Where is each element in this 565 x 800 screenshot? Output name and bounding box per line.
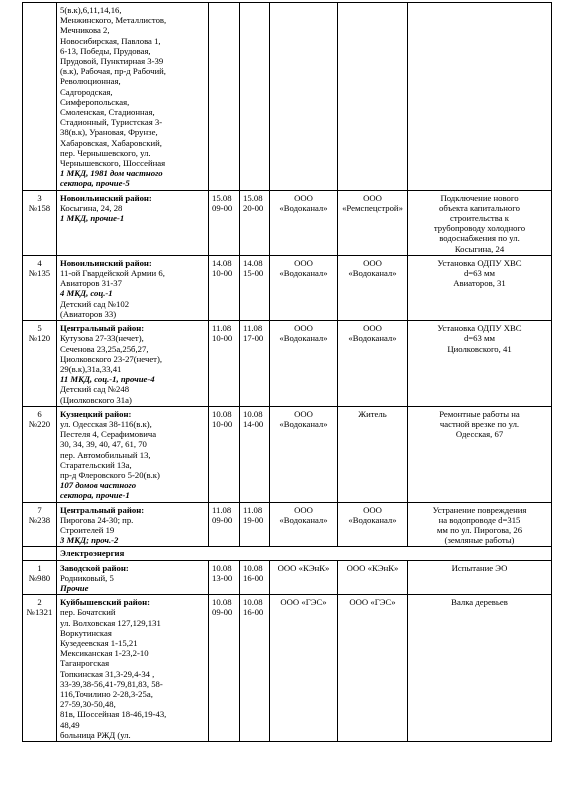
org-line: «Водоканал» xyxy=(348,333,397,344)
row-number-cell xyxy=(23,502,57,547)
section-row xyxy=(23,547,552,560)
org1-cell xyxy=(270,190,338,255)
org-line: ООО xyxy=(294,504,313,515)
start-cell xyxy=(209,560,240,595)
org-line: ООО xyxy=(363,257,382,268)
address-cell xyxy=(57,321,209,407)
work-line: Циолковского, 41 xyxy=(447,343,512,354)
address-line: 5(в.к),6,11,14,16, xyxy=(60,5,122,15)
end-cell xyxy=(240,502,270,547)
end-cell xyxy=(240,406,270,502)
org1-cell xyxy=(270,321,338,407)
section-title-cell xyxy=(57,547,552,560)
address-line: (в.к), Рабочая, пр-д Рабочий, xyxy=(60,66,166,77)
start-cell xyxy=(209,255,240,320)
start-time: 13-00 xyxy=(212,572,233,583)
section-blank-cell xyxy=(23,547,57,560)
org-line: ООО xyxy=(363,323,382,334)
address-line: Хабаровская, Хабаровский, xyxy=(60,137,162,148)
address-line: Старательский 13а, xyxy=(60,459,132,470)
start-date: 14.08 xyxy=(212,257,232,268)
address-cell xyxy=(57,3,209,191)
org-line: ООО xyxy=(294,192,313,203)
row-number-cell xyxy=(23,190,57,255)
address-line: Революционная, xyxy=(60,76,121,87)
request-number: №120 xyxy=(28,333,51,344)
end-cell xyxy=(240,321,270,407)
start-date: 10.08 xyxy=(212,408,232,419)
start-time: 09-00 xyxy=(212,202,233,213)
org-line: «Водоканал» xyxy=(279,333,328,344)
end-date: 10.08 xyxy=(243,408,263,419)
work-line: Установка ОДПУ ХВС xyxy=(437,323,522,334)
address-line: Кутузова 27-33(нечет), xyxy=(60,333,144,344)
row-number-cell xyxy=(23,3,57,191)
work-line: Установка ОДПУ ХВС xyxy=(437,257,522,268)
org1-cell xyxy=(270,255,338,320)
address-line: 38(в.к), Урановая, Фрунзе, xyxy=(60,127,158,138)
request-number: №135 xyxy=(28,268,51,279)
table-row xyxy=(23,255,552,320)
summary-line: 1 МКД, 1981 дом частного xyxy=(60,168,163,179)
table-row xyxy=(23,502,552,547)
address-line: Строителей 19 xyxy=(60,524,115,535)
address-line: Прудовой, Пунктирная 3-39 xyxy=(60,56,164,67)
org-line: «Водоканал» xyxy=(279,418,328,429)
org2-cell xyxy=(338,502,408,547)
work-cell xyxy=(408,3,552,191)
address-line: Мексиканская 1-23,2-10 xyxy=(60,648,149,659)
extra-line: Детский сад №248 xyxy=(60,384,130,395)
address-line: 33-39,38-56,41-79,81,83, 58- xyxy=(60,678,163,689)
org1-cell xyxy=(270,3,338,191)
work-line: трубопроводу холодного xyxy=(433,223,526,234)
address-cell xyxy=(57,406,209,502)
start-date: 10.08 xyxy=(212,597,232,608)
table-row xyxy=(23,406,552,502)
address-line: Сеченова 23,25а,25б,27, xyxy=(60,343,149,354)
start-time: 10-00 xyxy=(212,268,233,279)
address-line: Смоленская, Стадионная, xyxy=(60,107,155,118)
end-date: 14.08 xyxy=(243,257,263,268)
end-cell xyxy=(240,560,270,595)
address-line: 29(в.к),31а,33,41 xyxy=(60,363,122,374)
work-cell xyxy=(408,595,552,742)
district-name: Куйбышевский район: xyxy=(60,597,151,608)
address-line: Менжинского, Металлистов, xyxy=(60,15,167,26)
work-cell xyxy=(408,190,552,255)
start-cell xyxy=(209,406,240,502)
address-line: пер. Бочатский xyxy=(60,607,116,618)
summary-line: 107 домов частного xyxy=(60,480,137,491)
work-line: Устранение повреждения xyxy=(432,504,527,515)
work-line: на водопроводе d=315 xyxy=(438,514,521,525)
org2-cell xyxy=(338,595,408,742)
work-line: мм по ул. Пирогова, 26 xyxy=(436,524,523,535)
org-line: ООО xyxy=(363,504,382,515)
address-line: 81в, Шоссейная 18-46,19-43, xyxy=(60,709,167,720)
end-time: 19-00 xyxy=(243,514,264,525)
org1-cell xyxy=(270,502,338,547)
row-number-cell xyxy=(23,406,57,502)
address-line: Пирогова 24-30; пр. xyxy=(60,514,134,525)
address-line: Кузедеевская 1-15,21 xyxy=(60,637,138,648)
end-cell xyxy=(240,190,270,255)
start-cell xyxy=(209,3,240,191)
address-line: Таганрогская xyxy=(60,658,110,669)
work-line: d=63 мм xyxy=(463,333,496,344)
outage-schedule-table xyxy=(22,2,552,742)
summary-line: сектора, прочие-1 xyxy=(60,490,130,501)
table-row xyxy=(23,190,552,255)
row-number: 6 xyxy=(37,408,42,419)
district-name: Новоильинский район: xyxy=(60,192,152,203)
row-number: 5 xyxy=(37,323,42,334)
table-row xyxy=(23,321,552,407)
address-cell xyxy=(57,502,209,547)
start-cell xyxy=(209,321,240,407)
request-number: №238 xyxy=(28,514,51,525)
address-line: 6-13, Победы, Прудовая, xyxy=(60,45,151,56)
org1-cell xyxy=(270,560,338,595)
work-line: Одесская, 67 xyxy=(455,429,504,440)
address-line: Воркутинская xyxy=(60,627,112,638)
work-line: d=63 мм xyxy=(463,268,496,279)
end-time: 16-00 xyxy=(243,607,264,618)
end-time: 15-00 xyxy=(243,268,264,279)
work-cell xyxy=(408,255,552,320)
end-date: 10.08 xyxy=(243,597,263,608)
request-number: №220 xyxy=(28,418,51,429)
start-time: 10-00 xyxy=(212,333,233,344)
end-date: 10.08 xyxy=(243,562,263,573)
table-row xyxy=(23,595,552,742)
row-number: 7 xyxy=(37,504,42,515)
end-cell xyxy=(240,255,270,320)
address-cell xyxy=(57,595,209,742)
address-line: больница РЖД (ул. xyxy=(60,729,131,740)
end-date: 15.08 xyxy=(243,192,263,203)
end-time: 17-00 xyxy=(243,333,264,344)
row-number: 4 xyxy=(37,257,42,268)
address-line: Косыгина, 24, 28 xyxy=(60,202,123,213)
summary-line: сектора, прочие-5 xyxy=(60,178,130,189)
extra-line: Детский сад №102 xyxy=(60,298,130,309)
start-time: 10-00 xyxy=(212,418,233,429)
end-time: 20-00 xyxy=(243,202,264,213)
org-line: «Водоканал» xyxy=(279,268,328,279)
work-line: (земляные работы) xyxy=(444,535,515,546)
address-line: 48,49 xyxy=(60,719,80,730)
work-line: Валка деревьев xyxy=(451,597,508,608)
start-date: 15.08 xyxy=(212,192,232,203)
end-cell xyxy=(240,595,270,742)
org-line: ООО xyxy=(294,408,313,419)
summary-line: 1 МКД, прочие-1 xyxy=(60,213,125,224)
summary-line: 4 МКД, соц.-1 xyxy=(60,288,113,299)
district-name: Заводской район: xyxy=(60,562,129,573)
address-cell xyxy=(57,190,209,255)
work-cell xyxy=(408,406,552,502)
start-date: 10.08 xyxy=(212,562,232,573)
org-line: ООО «КЭнК» xyxy=(277,562,330,573)
work-line: Подключение нового xyxy=(440,192,519,203)
address-line: 30, 34, 39, 40, 47, 61, 70 xyxy=(60,439,147,450)
address-line: Стадионный, Туристская 3- xyxy=(60,117,163,128)
org-line: ООО «КЭнК» xyxy=(346,562,399,573)
district-name: Центральный район: xyxy=(60,504,145,515)
address-line: 27-59,30-50,48, xyxy=(60,699,116,710)
address-line: пер. Автомобильный 13, xyxy=(60,449,151,460)
address-cell xyxy=(57,560,209,595)
address-line: Авиаторов 31-37 xyxy=(60,278,122,289)
address-line: пр-д Флеровского 5-20(в.к) xyxy=(60,469,160,480)
org-line: ООО xyxy=(294,257,313,268)
row-number: 2 xyxy=(37,597,42,608)
start-cell xyxy=(209,595,240,742)
address-line: 11-ой Гвардейской Армии 6, xyxy=(60,268,165,279)
org2-cell xyxy=(338,560,408,595)
extra-line: (Авиаторов 33) xyxy=(60,308,117,319)
org2-cell xyxy=(338,321,408,407)
work-line: строительства к xyxy=(450,213,509,224)
address-line: Чернышевского, Шоссейная xyxy=(60,158,166,169)
end-date: 11.08 xyxy=(243,504,263,515)
row-number: 3 xyxy=(37,192,42,203)
work-cell xyxy=(408,502,552,547)
request-number: №158 xyxy=(28,202,51,213)
work-line: Испытание ЭО xyxy=(451,562,508,573)
section-title: Электроэнергия xyxy=(60,548,125,559)
address-line: ул. Одесская 38-116(в.к), xyxy=(60,418,152,429)
start-time: 09-00 xyxy=(212,607,233,618)
work-line: водоснабжения по ул. xyxy=(439,233,520,244)
address-line: ул. Волховская 127,129,131 xyxy=(60,617,161,628)
org1-cell xyxy=(270,595,338,742)
document-page xyxy=(22,2,551,742)
row-number-cell xyxy=(23,255,57,320)
org1-cell xyxy=(270,406,338,502)
table-row-continued xyxy=(23,3,552,191)
org-line: ООО xyxy=(363,192,382,203)
address-line: Топкинская 31,3-29,4-34 , xyxy=(60,668,155,679)
address-line: Циолковского 23-27(нечет), xyxy=(60,353,163,364)
summary-line: 11 МКД, соц.-1, прочие-4 xyxy=(60,374,155,385)
org-line: «Водоканал» xyxy=(279,202,328,213)
org-line: «Ремспецстрой» xyxy=(342,202,403,213)
work-cell xyxy=(408,560,552,595)
district-name: Кузнецкий район: xyxy=(60,408,132,419)
row-number-cell xyxy=(23,595,57,742)
row-number-cell xyxy=(23,321,57,407)
org-line: Житель xyxy=(358,408,387,419)
start-time: 09-00 xyxy=(212,514,233,525)
org-line: ООО «ГЭС» xyxy=(280,597,327,608)
row-number-cell xyxy=(23,560,57,595)
work-line: объекта капитального xyxy=(439,202,520,213)
address-line: Мечникова 2, xyxy=(60,25,110,36)
work-cell xyxy=(408,321,552,407)
work-line: частной врезке по ул. xyxy=(439,418,520,429)
org2-cell xyxy=(338,190,408,255)
org-line: ООО «ГЭС» xyxy=(349,597,396,608)
address-line: пер. Чернышевского, ул. xyxy=(60,147,151,158)
org-line: ООО xyxy=(294,323,313,334)
address-line: Пестеля 4, Серафимовича xyxy=(60,429,157,440)
address-line: Симферопольская, xyxy=(60,96,130,107)
summary-line: Прочие xyxy=(60,582,89,593)
row-number: 1 xyxy=(37,562,42,573)
org2-cell xyxy=(338,3,408,191)
address-line: Садгородская, xyxy=(60,86,113,97)
end-date: 11.08 xyxy=(243,323,263,334)
district-name: Центральный район: xyxy=(60,323,145,334)
request-number: №1321 xyxy=(26,607,53,618)
org-line: «Водоканал» xyxy=(279,514,328,525)
start-date: 11.08 xyxy=(212,504,232,515)
start-date: 11.08 xyxy=(212,323,232,334)
address-line: 116,Точилино 2-28,3-25а, xyxy=(60,689,153,699)
address-line: Родниковый, 5 xyxy=(60,572,114,583)
start-cell xyxy=(209,190,240,255)
org2-cell xyxy=(338,406,408,502)
address-line: Новосибирская, Павлова 1, xyxy=(60,35,161,46)
work-line: Авиаторов, 31 xyxy=(453,278,506,289)
request-number: №980 xyxy=(28,572,51,583)
work-line: Косыгина, 24 xyxy=(454,243,505,254)
table-row xyxy=(23,560,552,595)
end-cell xyxy=(240,3,270,191)
address-cell xyxy=(57,255,209,320)
org-line: «Водоканал» xyxy=(348,514,397,525)
extra-line: (Циолковского 31а) xyxy=(60,394,132,405)
org-line: «Водоканал» xyxy=(348,268,397,279)
org2-cell xyxy=(338,255,408,320)
end-time: 16-00 xyxy=(243,572,264,583)
end-time: 14-00 xyxy=(243,418,264,429)
start-cell xyxy=(209,502,240,547)
summary-line: 3 МКД; проч.-2 xyxy=(60,535,119,546)
district-name: Новоильинский район: xyxy=(60,257,152,268)
work-line: Ремонтные работы на xyxy=(439,408,520,419)
